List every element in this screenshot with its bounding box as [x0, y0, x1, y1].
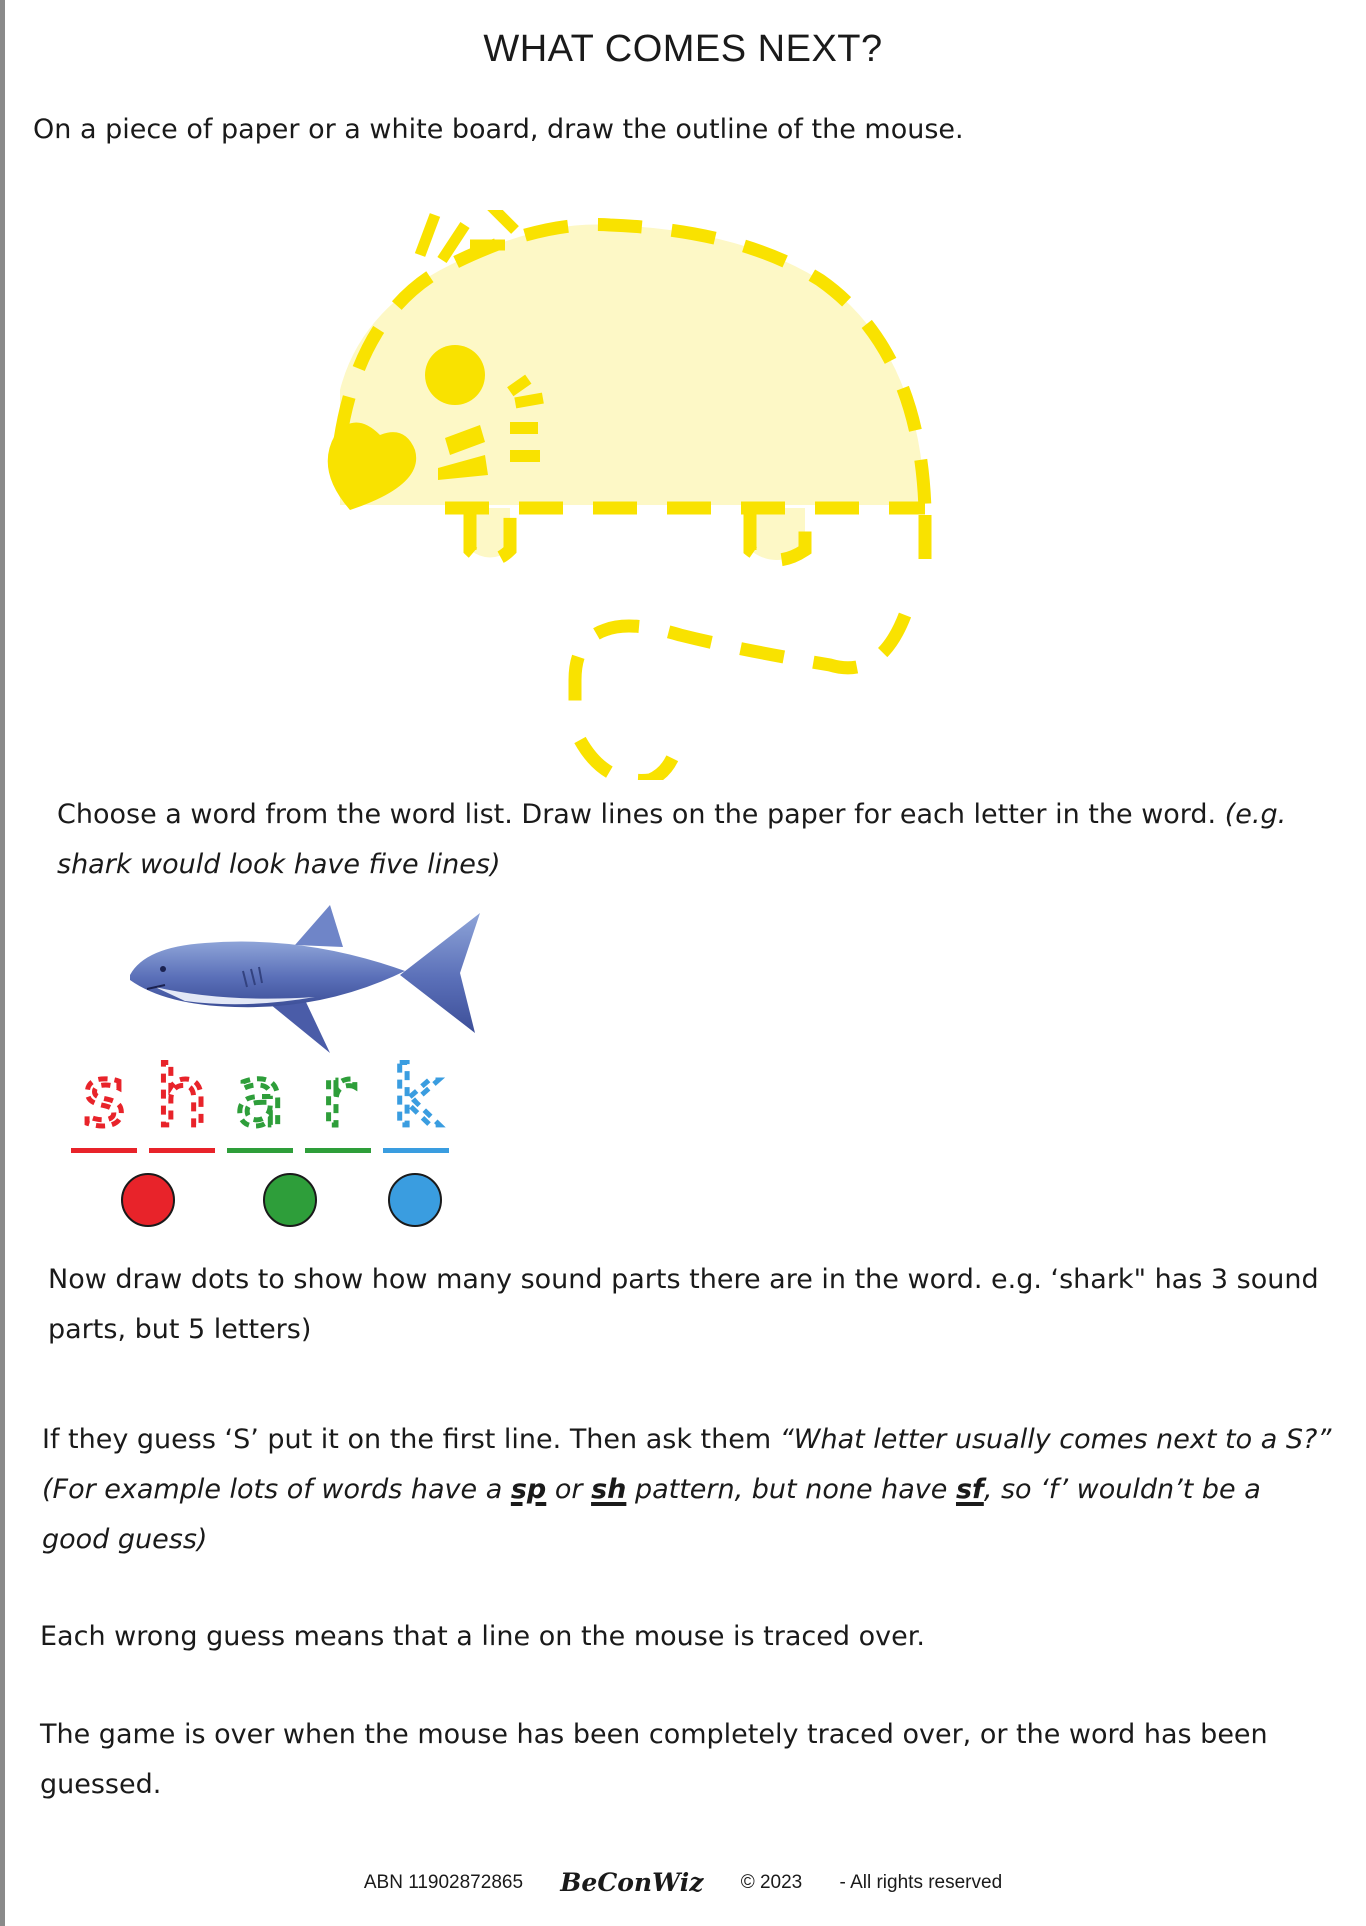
instruction-guess-letter [42, 1415, 1332, 1565]
instruction-choose-word-text: Choose a word from the word list. Draw lines on the paper for each letter in the word. [57, 799, 1225, 830]
example-letter-k: k [392, 1050, 440, 1145]
letter-line [227, 1148, 293, 1153]
instruction-choose-word [57, 790, 1337, 890]
guess-or: or [546, 1474, 592, 1505]
shark-illustration [125, 905, 485, 1055]
guess-mid: pattern, but none have [626, 1474, 956, 1505]
sound-dot [122, 1174, 174, 1226]
instruction-game-over: The game is over when the mouse has been completely traced over, or the word has been guessed. [40, 1719, 1268, 1800]
pattern-sp: sp [510, 1474, 547, 1505]
instruction-draw-mouse: On a piece of paper or a white board, draw the outline of the mouse. [33, 114, 964, 145]
footer [0, 1868, 1366, 1897]
footer-abn: ABN 11902872865 [363, 1871, 524, 1893]
letter-line [305, 1148, 371, 1153]
page-left-border [0, 0, 5, 1926]
letter-line [383, 1148, 449, 1153]
pattern-sh: sh [591, 1474, 627, 1505]
page-title: WHAT COMES NEXT? [483, 28, 883, 70]
footer-rights: - All rights reserved [839, 1871, 1003, 1893]
letter-line [149, 1148, 215, 1153]
mouse-outline-illustration [320, 210, 960, 780]
pattern-sf: sf [955, 1474, 984, 1505]
example-letter-h: h [156, 1050, 208, 1145]
sound-dot [264, 1174, 316, 1226]
letter-line [71, 1148, 137, 1153]
example-letter-a: a [234, 1050, 286, 1145]
sound-dot [389, 1174, 441, 1226]
example-letter-s: s [82, 1050, 126, 1145]
footer-copyright: © 2023 [740, 1871, 803, 1893]
guess-text: If they guess ‘S’ put it on the first line. Then ask them [42, 1424, 780, 1455]
brand-logo: BeConWiz [560, 1868, 704, 1897]
example-letter-r: r [321, 1050, 355, 1145]
guess-end: , so ‘f’ wouldn’t be a good guess) [42, 1474, 1261, 1555]
shark-word-lines-example [65, 1040, 485, 1240]
guess-quote: “What letter usually comes next to a S?” [779, 1424, 1332, 1455]
instruction-wrong-guess: Each wrong guess means that a line on the mouse is traced over. [40, 1621, 925, 1652]
instruction-choose-word-example: (e.g. shark would look have five lines) [57, 799, 1287, 880]
instruction-sound-dots: Now draw dots to show how many sound parts there are in the word. e.g. ‘shark" has 3 sound parts, but 5 letters) [48, 1264, 1319, 1345]
guess-example-start: (For example lots of words have a [42, 1474, 511, 1505]
